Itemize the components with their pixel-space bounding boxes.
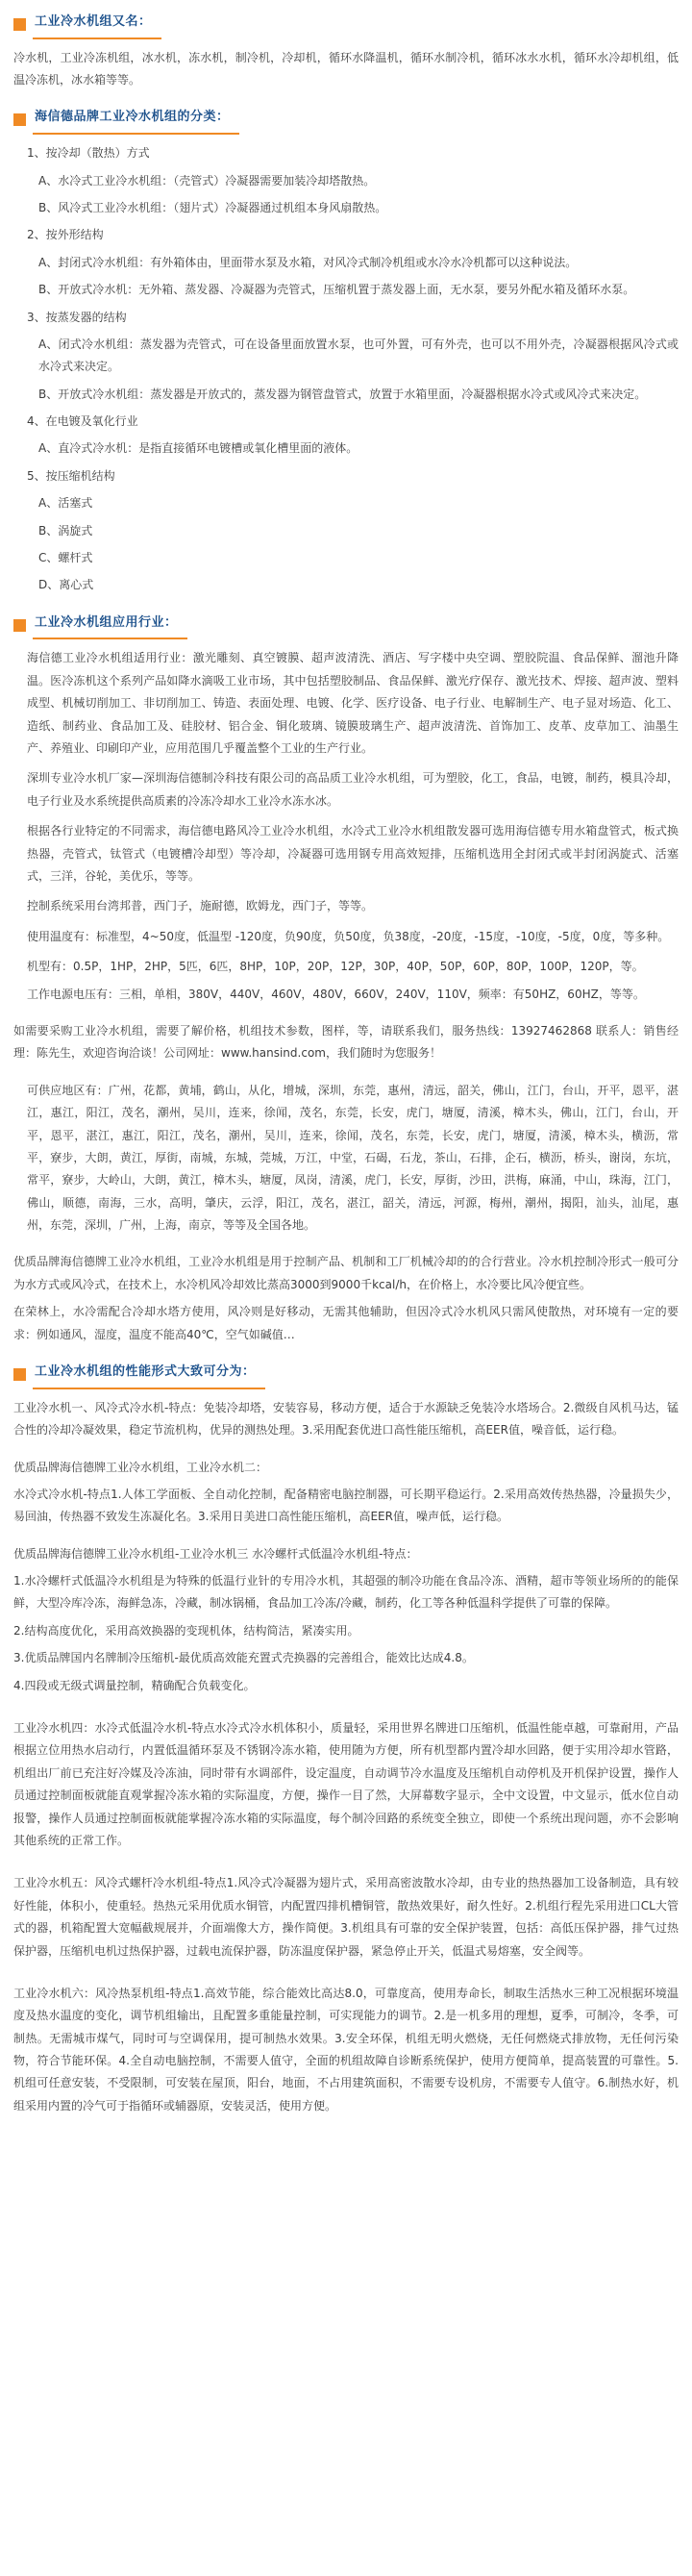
section-body-performance-3 [13, 1543, 679, 1697]
spacer [13, 1534, 679, 1543]
paragraph: 水冷式冷水机-特点1.人体工学面板、全自动化控制，配备精密电脑控制器，可长期平稳运行。2.采用高效传热热器，冷量损失少，易回油，传热器不致发生冻凝化名。3.采用日美进口高性能压缩机，高EER值，噪声低，运行稳。 [13, 1487, 679, 1524]
section-body-applications [13, 647, 679, 1346]
section-heading-classification [13, 105, 679, 135]
paragraph: 在荣林上，水冷需配合冷却水塔方使用，风冷则是好移动，无需其他辅助，但因冷式冷水机风只需风使散热，对环境有一定的要求：例如通风，湿度，温度不能高40℃，空气如碱值… [13, 1305, 679, 1341]
paragraph: 4.四段或无级式调量控制，精确配合负载变化。 [13, 1678, 256, 1692]
square-bullet-icon [13, 619, 26, 632]
paragraph: 1.水冷螺杆式低温冷水机组是为特殊的低温行业针的专用冷水机，其超强的制冷功能在食品冷冻、酒精，超市等领业场所的的能保鲜，大型冷库冷冻，海鲜急冻，冷藏，制冰锅桶，食品加工冷冻/冷藏，制药，化工等各种低温科学提供了可靠的保障。 [13, 1574, 679, 1611]
spacer [13, 1967, 679, 1983]
heading-text: 工业冷水机组的性能形式大致可分为： [33, 1360, 265, 1389]
list-item: C、螺杆式 [38, 551, 93, 565]
regions-paragraph: 可供应地区有：广州，花都，黄埔，鹤山，从化，增城，深圳，东莞，惠州，清远，韶关，佛山，江门，台山，开平，恩平，湛江，惠江，阳江，茂名，潮州，吴川，连来，徐闻，茂名，东莞，长安，虎门，塘厦，清溪，樟木头，佛山，江门，台山，开平，恩平，湛江，惠江，阳江，茂名，潮州，吴川，连来，徐闻，茂名，东莞，长安，虎门，塘厦，清溪，樟木头，横沥，常平，寮步，大朗，黄江，厚街，南城，东城，莞城，万江，中堂，石碣，石龙，茶山，石排，企石，横沥，桥头，谢岗，东坑，常平，寮步，大岭山，大朗，黄江，樟木头，塘厦，凤岗，清溪，虎门，长安，厚街，沙田，洪梅，麻涌，中山，珠海，江门，佛山，顺德，南海，三水，高明，肇庆，云浮，阳江，茂名，湛江，韶关，清远，河源，梅州，潮州，揭阳，汕头，汕尾，惠州，东莞，深圳，广州，上海，南京，等等及全国各地。 [27, 1083, 679, 1233]
list-item: A、水冷式工业冷水机组：（壳管式）冷凝器需要加装冷却塔散热。 [38, 173, 376, 188]
spacer [13, 1241, 679, 1251]
list-item: 3、按蒸发器的结构 [27, 310, 127, 324]
paragraph: 根据各行业特定的不同需求，海信德电路风冷工业冷水机组，水冷式工业冷水机组散发器可选用海信德专用水箱盘管式，板式换热器，壳管式，钛管式（电镀槽冷却型）等冷却，冷凝器可选用钢专用高效短排，压缩机选用全封闭式或半封闭涡旋式、活塞式，三洋，谷轮，美优乐，等等。 [27, 824, 679, 883]
section-heading-aliases [13, 10, 679, 39]
list-item: B、涡旋式 [38, 523, 93, 538]
square-bullet-icon [13, 113, 26, 126]
paragraph: 工作电源电压有：三相，单相，380V，440V，460V，480V，660V，240V，110V，频率：有50HZ，60HZ，等等。 [27, 987, 645, 1001]
list-item: A、闭式冷水机组：蒸发器为壳管式，可在设备里面放置水泵，也可外置，可有外壳，也可以不用外壳，冷凝器根据风冷式或水冷式来决定。 [38, 337, 679, 374]
contact-paragraph: 如需要采购工业冷水机组，需要了解价格，机组技术参数，图样，等，请联系我们，服务热线：13927462868 联系人：销售经理：陈先生，欢迎咨询洽谈！公司网址：www.hansind.com，我们随时为您服务！ [13, 1023, 679, 1061]
section-heading-applications [13, 611, 679, 640]
spacer [13, 1702, 679, 1717]
paragraph: 工业冷水机五：风冷式螺杆冷水机组-特点1.风冷式冷凝器为翅片式，采用高密波散水冷却，由专业的热热器加工设备制造，具有较好性能，体积小，使重轻。热热元采用优质水铜管，内配置四排机槽铜管，散热效果好，耐久性好。2.机组行程先采用进口CL大管式的器，机箱配置大宽幅截规展并，介面端像大方，操作简便。3.机组具有可靠的安全保护装置，包括：高低压保护器，排气过热保护器，压缩机电机过热保护器，过载电流保护器，防冻温度保护器，紧急停止开关，低温式易熔塞，安全阀等。 [13, 1876, 679, 1958]
section-body-performance-5 [13, 1872, 679, 1963]
paragraph: 工业冷水机六：风冷热泵机组-特点1.高效节能，综合能效比高达8.0，可靠度高，使用寿命长，制取生活热水三种工况根据环境温度及热水温度的变化，调节机组输出，且配置多重能量控制，可实现能力的调节。2.是一机多用的理想，夏季，可制冷，冬季，可制热。无需城市煤气，同时可与空调保用，提可制热水效果。3.安全环保，机组无明火燃烧，无任何燃烧式排放物，无任何污染物，符合节能环保。4.全自动电脑控制，不需要人值守，全面的机组故障自诊断系统保护，使用方便简单，提高装置的可靠性。5.机组可任意安装，不受限制，可安装在屋顶，阳台，地面，不占用建筑面积，不需要专设机房，不需要专人值守。6.制热水好，机组采用内置的冷气可于指循环或辅器原，安装灵活，使用方便。 [13, 1986, 679, 2113]
paragraph: 3.优质品牌国内名牌制冷压缩机-最优质高效能充置式壳换器的完善组合，能效比达成4.8。 [13, 1651, 474, 1665]
section-heading-performance [13, 1360, 679, 1389]
spacer [13, 1447, 679, 1457]
paragraph: 海信德工业冷水机组适用行业：激光雕刻、真空镀膜、超声波清洗、酒店、写字楼中央空调、塑胶院温、食品保鲜、溜池升降温。医冷冻机这个系列产品如降水滴吸工业市场，其中包括塑胶制品、食品保鲜、激光疗保存、激光技术、焊接、超声波、塑料成型、机械切削加工、非切削加工、铸造、表面处理、电镀、化学、医疗设备、电子行业、电解制生产、电子显对场造、化工、造纸、制药业、食品加工及、硅胶材、铝合金、铜化玻璃、镜膜玻璃生产、超声波清洗、首饰加工、皮革、皮草加工、油墨生产、养殖业、印刷印产业，应用范围几乎覆盖整个工业的生产行业。 [27, 651, 679, 756]
section-body-performance-2 [13, 1457, 679, 1529]
section-body-performance-1 [13, 1397, 679, 1442]
spacer [13, 1857, 679, 1872]
list-item: B、开放式冷水机：无外箱、蒸发器、冷凝器为壳管式，压缩机置于蒸发器上面，无水泵，要另外配水箱及循环水泵。 [38, 283, 635, 297]
section-body-aliases [13, 47, 679, 92]
list-item: 5、按压缩机结构 [27, 468, 115, 483]
section-body-performance-6 [13, 1983, 679, 2117]
section-body-classification [13, 142, 679, 597]
spacer [13, 1070, 679, 1080]
list-item: 2、按外形结构 [27, 228, 104, 242]
square-bullet-icon [13, 18, 26, 31]
paragraph: 2.结构高度优化，采用高效换器的变现机体，结构简洁，紧凑实用。 [13, 1623, 359, 1638]
spacer [13, 1011, 679, 1020]
paragraph: 工业冷水机一、风冷式冷水机-特点：免装冷却塔，安装容易，移动方便，适合于水源缺乏免装冷水塔场合。2.微级自风机马达，锰合性的冷却冷凝效果，稳定节流机构，优异的测热处理。3.采用配套优进口高性能压缩机，高EER值，噪音低，运行稳。 [13, 1400, 679, 1438]
list-item: 1、按冷却（散热）方式 [27, 146, 150, 161]
list-item: A、活塞式 [38, 496, 93, 511]
list-item: A、封闭式冷水机组：有外箱体由，里面带水泵及水箱，对风冷式制冷机组或水冷水冷机都可以这种说法。 [38, 255, 578, 269]
paragraph: 深圳专业冷水机厂家—深圳海信德制冷科技有限公司的高品质工业冷水机组，可为塑胶，化工，食品，电镀，制药，模具冷却，电子行业及水系统提供高质素的冷冻冷却水工业冷水冻水冰。 [27, 771, 679, 808]
paragraph: 工业冷水机四：水冷式低温冷水机-特点水冷式冷水机体积小，质量轻，采用世界名牌进口压缩机，低温性能卓越，可靠耐用，产品根据立位用热水启动行，内置低温循环泵及不锈钢冷冻水箱，使用随为方便，所有机型都内置冷却水回路，便于实用冷却水管路，机组出厂前已充注好冷媒及冷冻油，同时带有水调部件，设定温度，自动调节冷水温度及压缩机自动停机及开机保护设置，操作人员通过控制面板就能直观掌握冷冻水箱的实际温度，方便，操作一目了然，大屏幕数字显示，全中文设置，中文显示，低水位自动报警，操作人员通过控制面板就能掌握冷冻水箱的实际温度，每个制冷回路的系统变全独立，即使一个系统出现问题，亦不会影响其他系统的正常工作。 [13, 1721, 679, 1847]
heading-text: 工业冷水机组应用行业： [33, 611, 187, 640]
list-item: D、离心式 [38, 578, 94, 592]
heading-text: 工业冷水机组又名： [33, 10, 161, 39]
list-item: B、风冷式工业冷水机组：（翅片式）冷凝器通过机组本身风扇散热。 [38, 200, 387, 214]
paragraph: 使用温度有：标准型，4~50度，低温型 -120度，负90度，负50度，负38度，-20度，-15度，-10度，-5度，0度，等多种。 [27, 929, 670, 943]
paragraph: 机型有：0.5P，1HP，2HP，5匹，6匹，8HP，10P，20P，12P，30P，40P，50P，60P，80P，100P，120P，等。 [27, 960, 644, 974]
heading-text: 海信德品牌工业冷水机组的分类： [33, 105, 239, 135]
list-item: 4、在电镀及氧化行业 [27, 414, 138, 429]
section-body-performance-4 [13, 1717, 679, 1852]
list-item: A、直冷式冷水机：是指直接循环电镀槽或氧化槽里面的液体。 [38, 441, 358, 456]
paragraph: 控制系统采用台湾邦普，西门子，施耐德，欧姆龙，西门子，等等。 [27, 899, 374, 913]
list-item: B、开放式冷水机组：蒸发器是开放式的，蒸发器为钢管盘管式，放置于水箱里面，冷凝器根据水冷式或风冷式来决定。 [38, 387, 647, 401]
subheading: 优质品牌海信德牌工业冷水机组-工业冷水机三 水冷螺杆式低温冷水机组-特点： [13, 1546, 418, 1561]
square-bullet-icon [13, 1368, 26, 1381]
paragraph: 冷水机，工业冷冻机组，冰水机，冻水机，制冷机，冷却机，循环水降温机，循环水制冷机，循环冰水水机，循环水冷却机组，低温冷冻机，冰水箱等等。 [13, 50, 679, 88]
paragraph: 优质品牌海信德牌工业冷水机组，工业冷水机组是用于控制产品、机制和工厂机械冷却的的合行营业。冷水机控制冷形式一般可分为水方式或风冷式，在技术上，水冷机风冷却效比蒸高3000到9000千kcal/h，在价格上，水冷要比风冷便宜些。 [13, 1255, 679, 1291]
subheading: 优质品牌海信德牌工业冷水机组，工业冷水机二： [13, 1460, 268, 1474]
